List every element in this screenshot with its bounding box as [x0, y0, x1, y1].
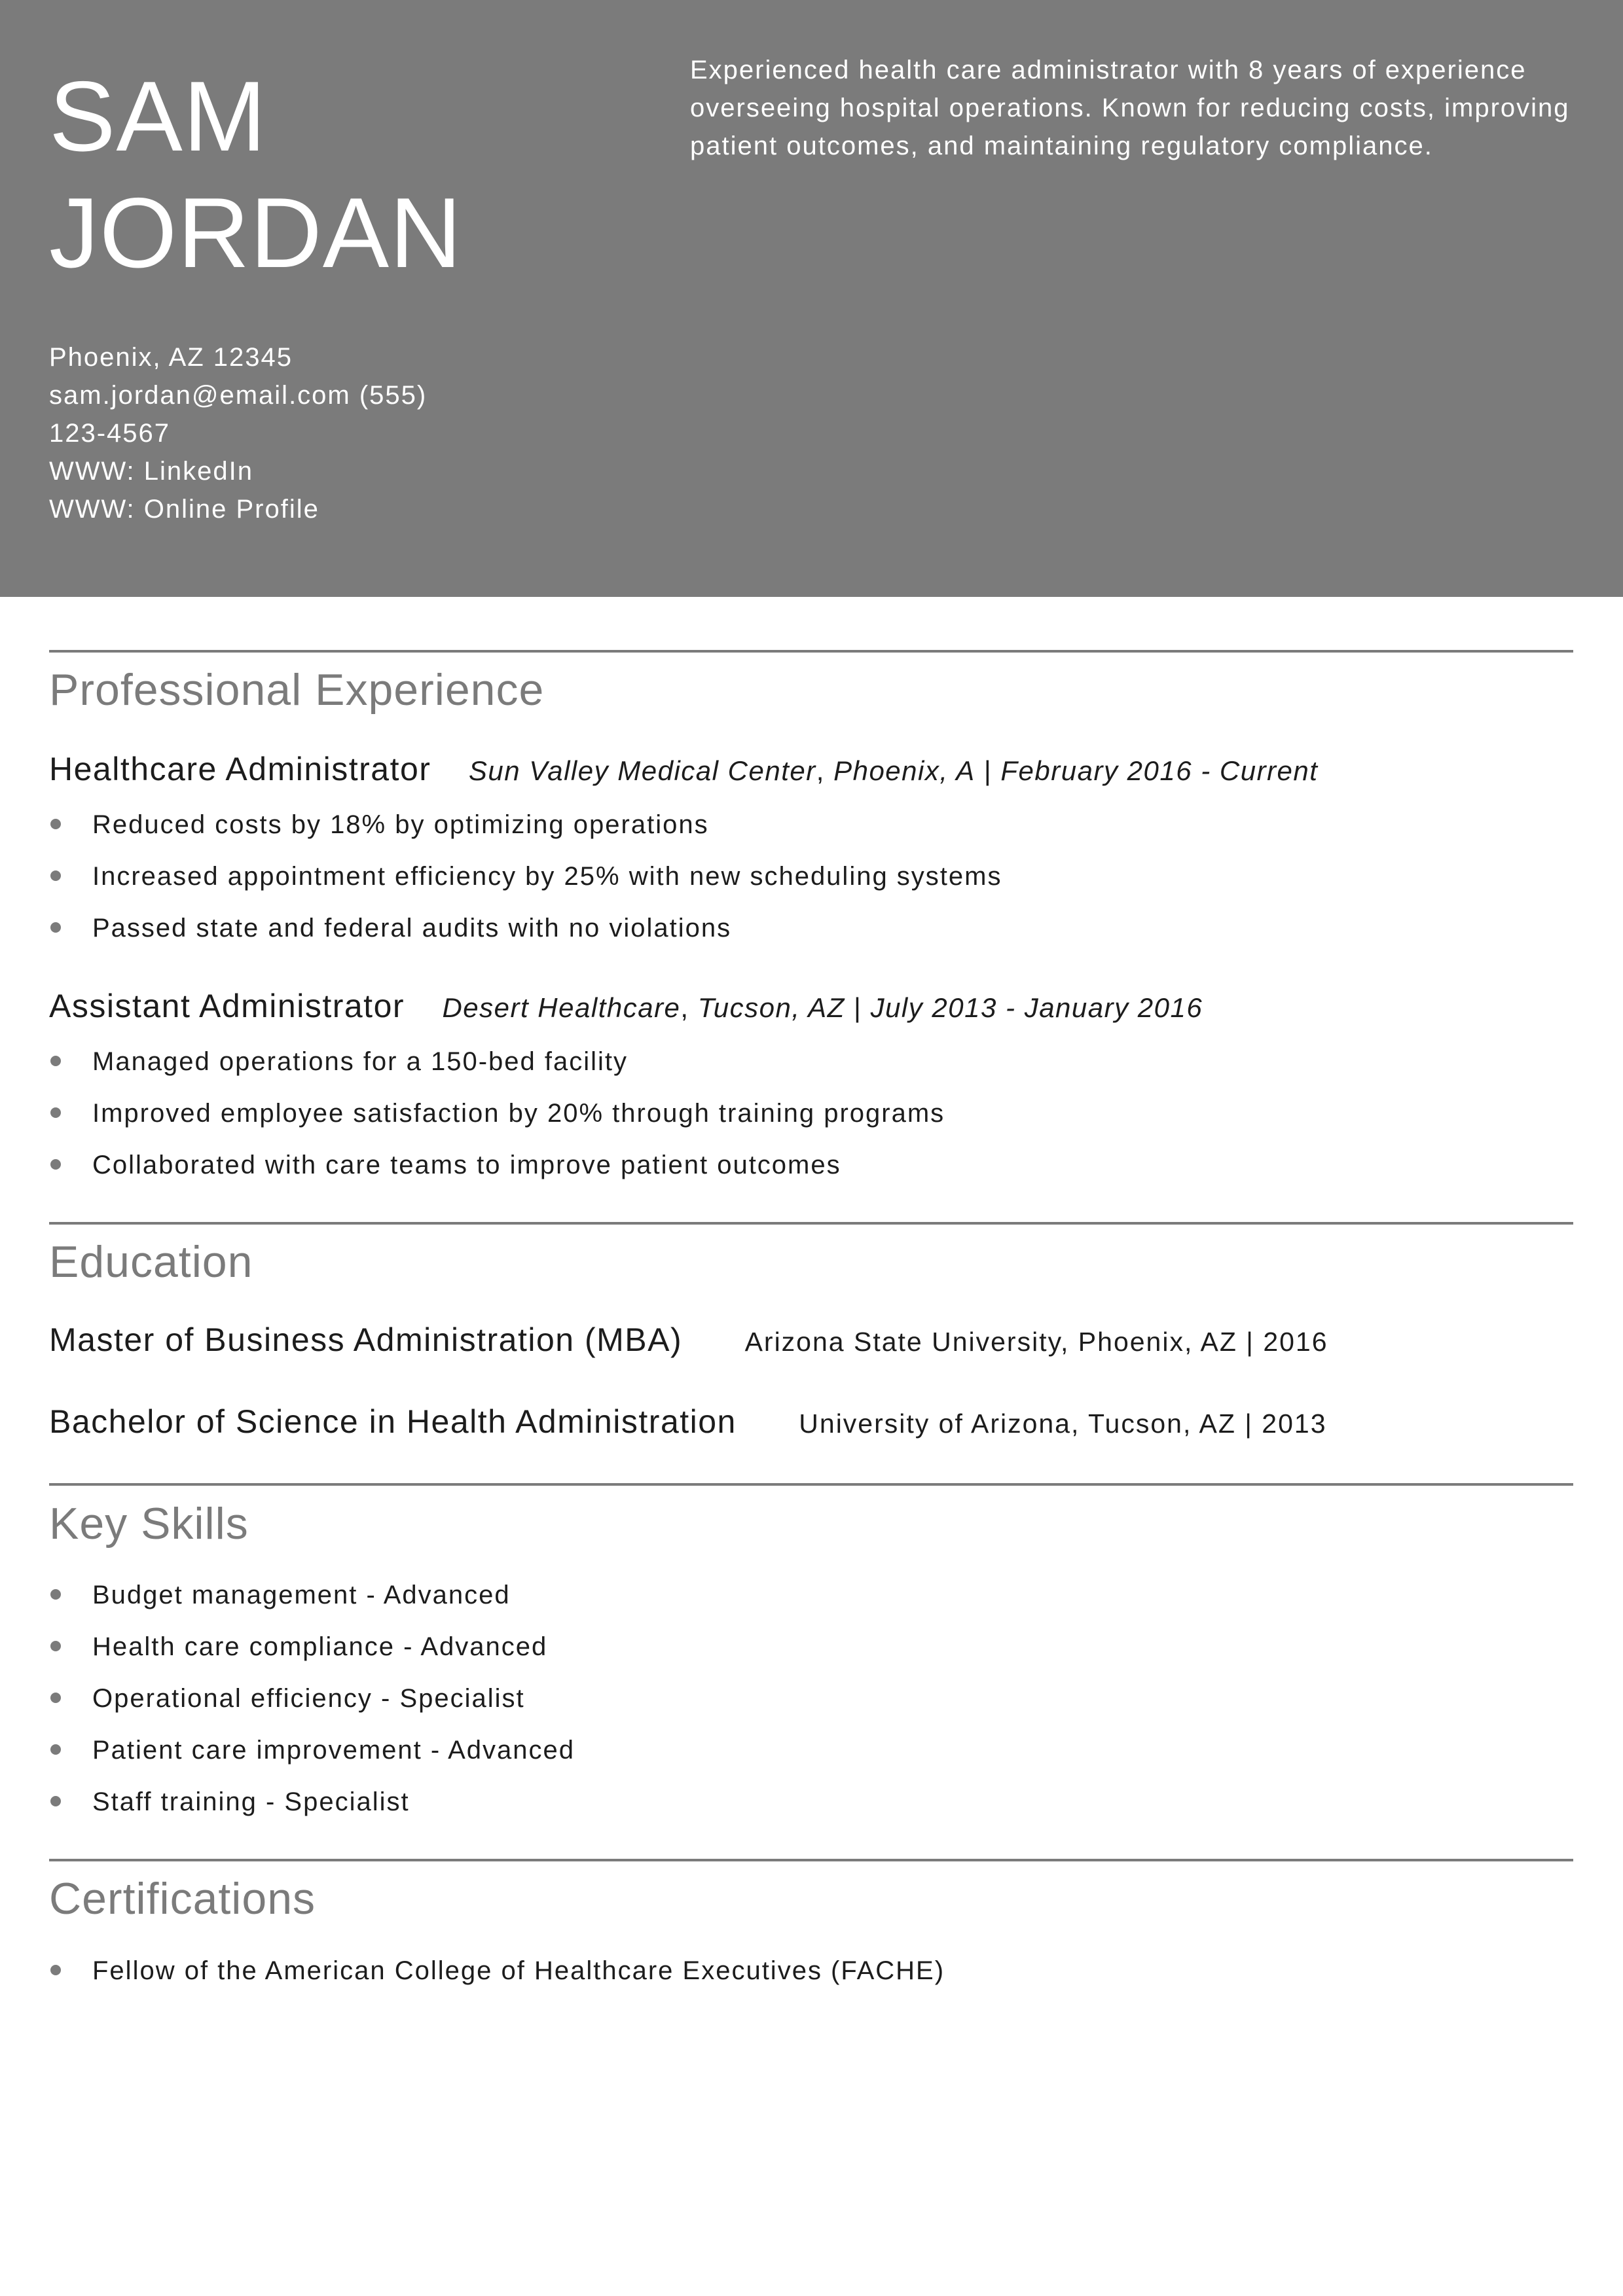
- education-item-2: [49, 1405, 1327, 1438]
- last-name: JORDAN: [49, 177, 462, 289]
- job-1-dates: February 2016 - Current: [1000, 755, 1319, 786]
- job-2-location: Tucson, AZ: [697, 992, 845, 1023]
- education-item-2-degree: Bachelor of Science in Health Administration: [49, 1403, 737, 1440]
- list-item: Reduced costs by 18% by optimizing operations: [49, 812, 709, 838]
- list-item: Improved employee satisfaction by 20% through training programs: [49, 1100, 945, 1126]
- education-item-1: [49, 1323, 1328, 1356]
- contact-phone-continued: 123-4567: [49, 419, 171, 448]
- list-item: Collaborated with care teams to improve patient outcomes: [49, 1152, 841, 1178]
- resume-header: [0, 0, 1623, 597]
- job-1-header: [49, 753, 1318, 785]
- education-item-1-meta: Arizona State University, Phoenix, AZ | 2016: [744, 1327, 1328, 1357]
- section-divider: [49, 1222, 1573, 1225]
- contact-email-phone[interactable]: sam.jordan@email.com (555): [49, 381, 428, 410]
- section-divider: [49, 1859, 1573, 1861]
- job-2-dates: July 2013 - January 2016: [870, 992, 1203, 1023]
- list-item: Staff training - Specialist: [49, 1789, 410, 1815]
- list-item: Fellow of the American College of Healthcare Executives (FACHE): [49, 1958, 945, 1984]
- section-divider: [49, 650, 1573, 653]
- contact-profile-link[interactable]: WWW: Online Profile: [49, 495, 319, 524]
- experience-section-title: Professional Experience: [49, 665, 545, 715]
- list-item: Increased appointment efficiency by 25% with new scheduling systems: [49, 863, 1002, 889]
- education-item-2-meta: University of Arizona, Tucson, AZ | 2013: [799, 1408, 1327, 1439]
- list-item: Passed state and federal audits with no violations: [49, 915, 731, 941]
- professional-summary: Experienced health care administrator with 8 years of experience overseeing hospital operations. Known for reducing costs, improving patient outcomes, and maintaining regulatory compliance.: [690, 56, 1570, 160]
- job-1-location: Phoenix, A: [833, 755, 976, 786]
- job-2-title: Assistant Administrator: [49, 988, 405, 1024]
- contact-info: [49, 338, 427, 528]
- contact-linkedin-link[interactable]: WWW: LinkedIn: [49, 457, 253, 486]
- contact-location: Phoenix, AZ 12345: [49, 343, 293, 372]
- job-1-meta: Sun Valley Medical Center, Phoenix, A | February 2016 - Current: [468, 755, 1319, 786]
- job-2-meta: Desert Healthcare, Tucson, AZ | July 2013 - January 2016: [442, 992, 1203, 1023]
- list-item: Operational efficiency - Specialist: [49, 1685, 525, 1712]
- education-item-1-degree: Master of Business Administration (MBA): [49, 1321, 683, 1358]
- job-2-employer: Desert Healthcare: [442, 992, 681, 1023]
- section-divider: [49, 1483, 1573, 1486]
- first-name: SAM: [49, 61, 267, 172]
- list-item: Managed operations for a 150-bed facility: [49, 1049, 628, 1075]
- list-item: Health care compliance - Advanced: [49, 1634, 547, 1660]
- job-2-header: [49, 990, 1203, 1022]
- job-1-employer: Sun Valley Medical Center: [468, 755, 816, 786]
- list-item: Budget management - Advanced: [49, 1582, 511, 1608]
- certifications-section-title: Certifications: [49, 1874, 316, 1924]
- education-section-title: Education: [49, 1237, 253, 1287]
- list-item: Patient care improvement - Advanced: [49, 1737, 575, 1763]
- job-1-title: Healthcare Administrator: [49, 751, 431, 787]
- skills-section-title: Key Skills: [49, 1499, 249, 1549]
